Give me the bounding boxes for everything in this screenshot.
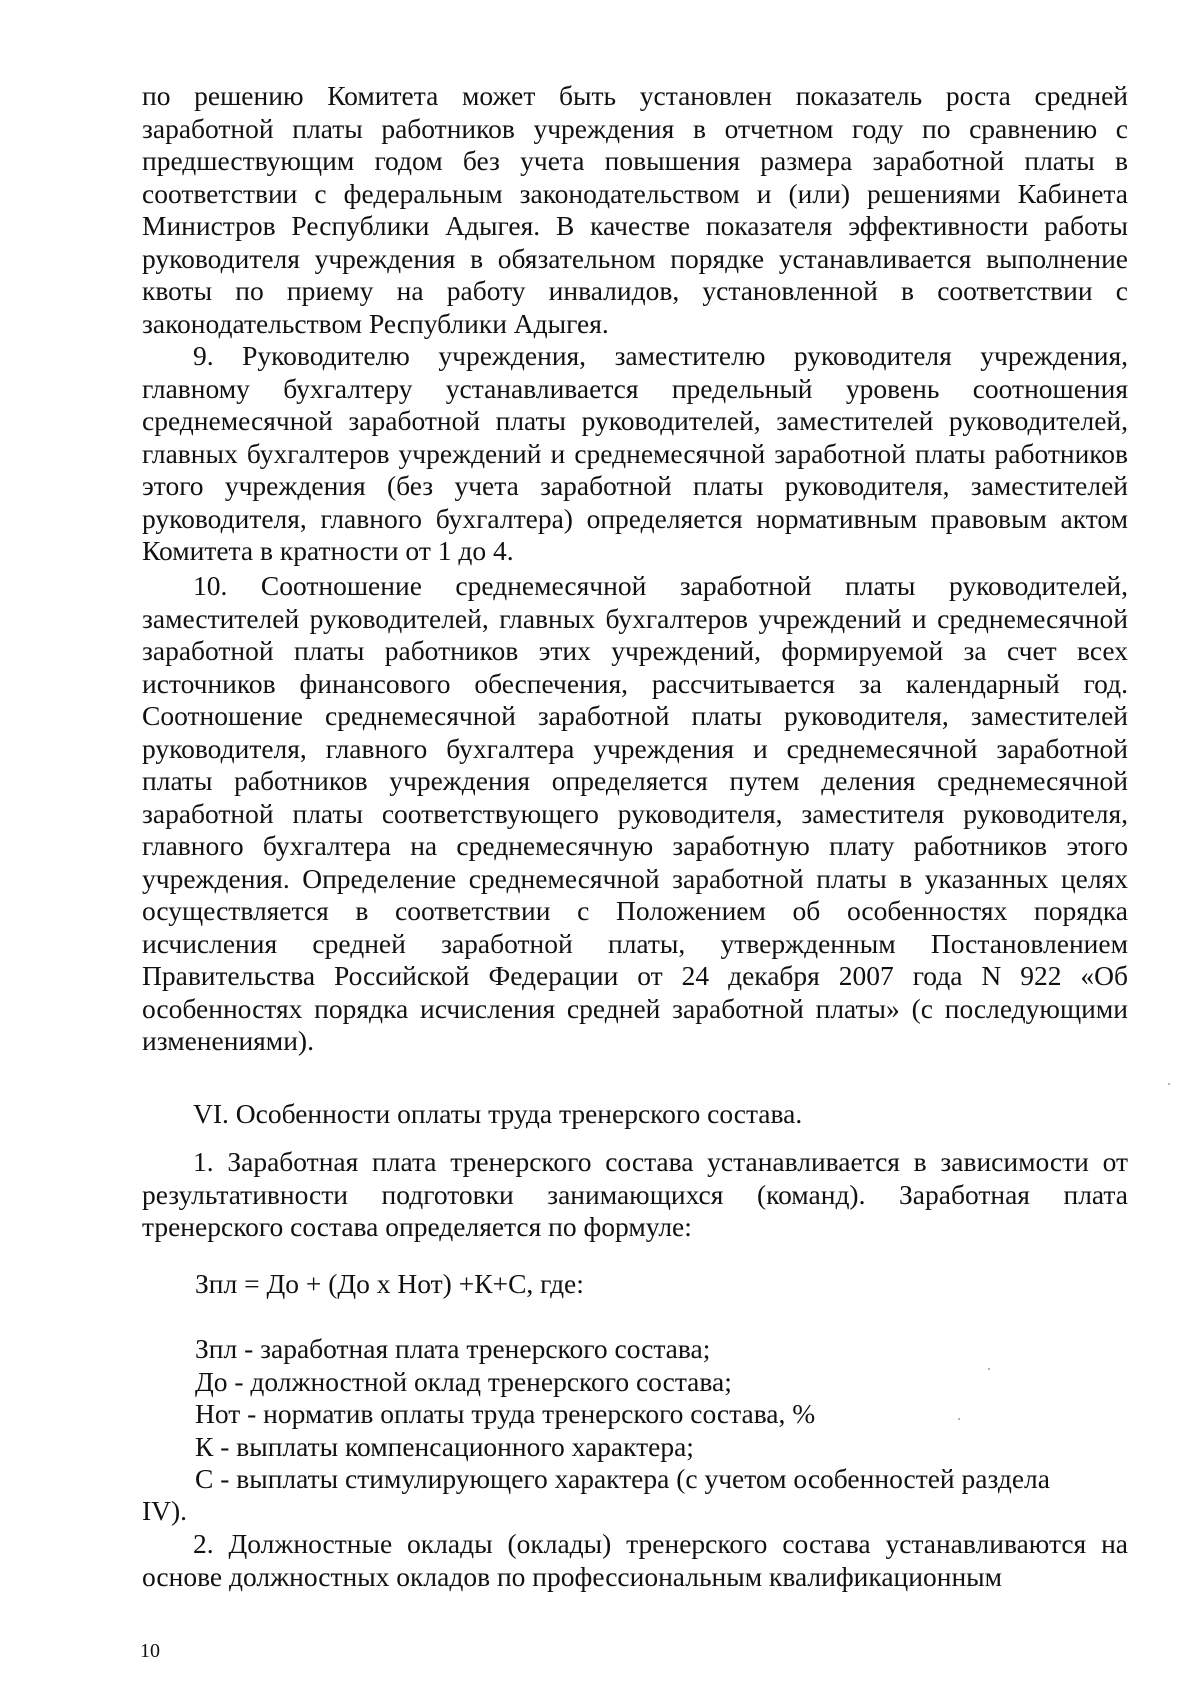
scan-speck bbox=[988, 1368, 990, 1370]
definition-item: Нот - норматив оплаты труда тренерского состава, % bbox=[195, 1398, 816, 1429]
definition-item: К - выплаты компенсационного характера; bbox=[195, 1430, 694, 1462]
definition-item: Зпл - заработная плата тренерского состава; bbox=[195, 1333, 711, 1364]
scan-speck bbox=[1168, 1083, 1170, 1085]
salary-formula: Зпл = До + (До х Нот) +К+С, где: bbox=[195, 1268, 584, 1299]
scan-speck bbox=[958, 1418, 960, 1420]
paragraph-intro: по решению Комитета может быть установлен показатель роста средней заработной платы работников учреждения в отчетном году по сравнению с предшествующим годом без учета повышения размера заработной платы в соответствии с федеральным законодательством и (или) решениями Кабинета Министров Республики Адыгея. В качестве показателя эффективности работы руководителя учреждения в обязательном порядке устанавливается выполнение квоты по приему на работу инвалидов, установленной в соответствии с законодательством Республики Адыгея. bbox=[142, 80, 1128, 339]
definition-item: С - выплаты стимулирующего характера (с учетом особенностей раздела bbox=[195, 1463, 1050, 1494]
paragraph-section-1: 1. Заработная плата тренерского состава устанавливается в зависимости от результативности подготовки занимающихся (команд). Заработная плата тренерского состава определяется по формуле: bbox=[142, 1146, 1128, 1242]
paragraph-section-2: 2. Должностные оклады (оклады) тренерского состава устанавливаются на основе должностных окладов по профессиональным квалификационным bbox=[142, 1528, 1128, 1592]
formula-definitions bbox=[195, 1333, 1128, 1496]
definition-item: До - должностной оклад тренерского состава; bbox=[195, 1365, 732, 1397]
section-heading: VI. Особенности оплаты труда тренерского состава. bbox=[193, 1098, 803, 1129]
paragraph-9: 9. Руководителю учреждения, заместителю руководителя учреждения, главному бухгалтеру устанавливается предельный уровень соотношения среднемесячной заработной платы руководителей, заместителей руководителей, главных бухгалтеров учреждений и среднемесячной заработной платы работников этого учреждения (без учета заработной платы руководителя, заместителей руководителя, главного бухгалтера) определяется нормативным правовым актом Комитета в кратности от 1 до 4. bbox=[142, 340, 1128, 566]
page-number: 10 bbox=[140, 1640, 160, 1662]
definition-tail: IV). bbox=[142, 1495, 188, 1526]
paragraph-10: 10. Соотношение среднемесячной заработной платы руководителей, заместителей руководителей, главных бухгалтеров учреждений и среднемесячной заработной платы работников этих учреждений, формируемой за счет всех источников финансового обеспечения, рассчитывается за календарный год. Соотношение среднемесячной заработной платы руководителя, заместителей руководителя, главного бухгалтера учреждения и среднемесячной заработной платы работников учреждения определяется путем деления среднемесячной заработной платы соответствующего руководителя, заместителя руководителя, главного бухгалтера на среднемесячную заработную плату работников этого учреждения. Определение среднемесячной заработной платы в указанных целях осуществляется в соответствии с Положением об особенностях порядка исчисления средней заработной платы, утвержденным Постановлением Правительства Российской Федерации от 24 декабря 2007 года N 922 «Об особенностях порядка исчисления средней заработной платы» (с последующими изменениями). bbox=[142, 570, 1128, 1056]
